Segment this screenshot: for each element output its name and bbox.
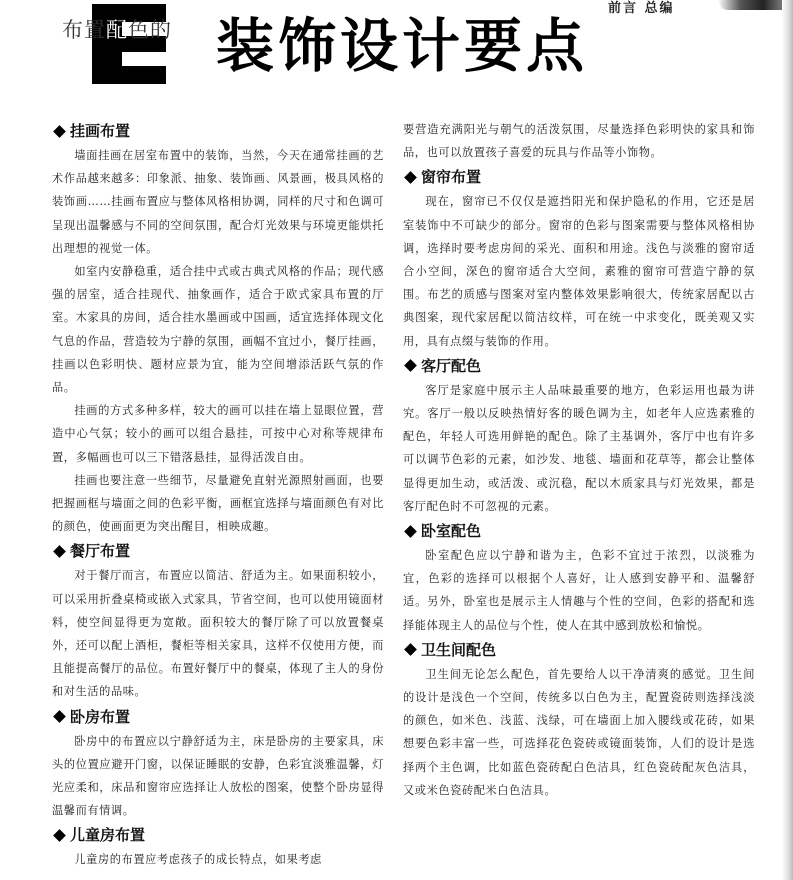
section-heading-living-room-color: 客厅配色 <box>403 353 755 379</box>
section-heading-dining-room: 餐厅布置 <box>52 538 384 564</box>
body-paragraph: 卧房中的布置应以宁静舒适为主，床是卧房的主要家具，床头的位置应避开门窗，以保证睡眠的安静，色彩宜淡雅温馨，灯光应柔和，床品和窗帘应选择让人放松的图案，使整个卧房显得温馨而有情调。 <box>52 734 384 818</box>
kicker-text-tail: 色的 <box>128 18 172 42</box>
body-paragraph: 客厅是家庭中展示主人品味最重要的地方，色彩运用也最为讲究。客厅一般以反映热情好客的暖色调为主，如老年人应选素雅的配色，年轻人可选用鲜艳的配色。除了主基调外，客厅中也有许多可以调节色彩的元素，如沙发、地毯、墙面和花草等，都会让整体显得更加生动，或活泼、或沉稳，配以木质家具与灯光效果，都是客厅配色时不可忽视的元素。 <box>403 383 755 513</box>
running-header-text: 前言 总编 <box>608 1 675 16</box>
kicker-text: 布置 <box>62 18 106 42</box>
diamond-bullet-icon <box>404 525 417 538</box>
body-paragraph: 墙面挂画在居室布置中的装饰，当然，今天在通常挂画的艺术作品越来越多：印象派、抽象、装饰画、风景画，极具风格的装饰画……挂画布置应与整体风格相协调，同样的尺寸和色调可呈现出温馨感与不同的空间氛围，配合灯光效果与环境更能烘托出理想的视觉一体。 <box>52 149 384 255</box>
body-paragraph: 对于餐厅而言，布置应以简洁、舒适为主。如果面积较小，可以采用折叠桌椅或嵌入式家具，节省空间，也可以使用镜面材料，使空间显得更为宽敞。面积较大的餐厅除了可以放置餐桌外，还可以配上酒柜，餐柜等相关家具，这样不仅使用方便，而且能提高餐厅的品位。布置好餐厅中的餐桌，体现了主人的身份和对生活的品味。 <box>52 569 384 699</box>
body-paragraph: 如室内安静稳重，适合挂中式或古典式风格的作品；现代感强的居室，适合挂现代、抽象画作，适合于欧式家具布置的厅室。木家具的房间，适合挂水墨画或中国画，适宜选择体现文化气息的作品，营造较为宁静的氛围，画幅不宜过小，餐厅挂画，挂画以色彩明快、题材应景为宜，能为空间增添活跃气氛的作品。 <box>52 265 384 395</box>
section-heading-bedroom: 卧房布置 <box>52 704 384 730</box>
diamond-bullet-icon <box>53 125 66 138</box>
article-title: 装饰设计要点 <box>216 12 589 80</box>
kicker-text-dark: 配 <box>106 18 128 42</box>
body-paragraph: 挂画的方式多种多样，较大的画可以挂在墙上显眼位置，营造中心气氛；较小的画可以组合悬挂，可按中心对称等规律布置，多幅画也可以三下错落悬挂，显得活泼自由。 <box>52 404 384 464</box>
diamond-bullet-icon <box>53 829 66 842</box>
section-heading-kids-room: 儿童房布置 <box>52 822 384 848</box>
body-paragraph: 儿童房的布置应考虑孩子的成长特点，如果考虑 <box>74 853 322 867</box>
diamond-bullet-icon <box>53 545 66 558</box>
body-paragraph: 卫生间无论怎么配色，首先要给人以干净清爽的感觉。卫生间的设计是浅色一个空间，传统多以白色为主，配置瓷砖则选择浅淡的颜色，如米色、浅蓝、浅绿，可在墙面上加入腰线或花砖，如果想要色彩丰富一些，可选择花色瓷砖或镜面装饰，人们的设计是选择两个主色调，比如蓝色瓷砖配白色洁具，红色瓷砖配灰色洁具，又或米色瓷砖配米白色洁具。 <box>403 667 755 797</box>
body-paragraph: 挂画也要注意一些细节，尽量避免直射光源照射画面，也要把握画框与墙面之间的色彩平衡，画框宜选择与墙面颜色有对比的颜色，使画面更为突出醒目，相映成趣。 <box>52 473 384 534</box>
body-paragraph-continued: 要营造充满阳光与朝气的活泼氛围，尽量选择色彩明快的家具和饰品，也可以放置孩子喜爱的玩具与作品等小饰物。 <box>403 123 755 160</box>
diamond-bullet-icon <box>404 359 417 372</box>
article-kicker <box>62 14 172 44</box>
section-heading-hanging-pictures: 挂画布置 <box>52 118 384 144</box>
left-column <box>52 118 384 872</box>
diamond-bullet-icon <box>404 643 417 656</box>
right-column <box>403 118 755 802</box>
section-heading-bedroom-color: 卧室配色 <box>403 518 755 544</box>
section-heading-bathroom-color: 卫生间配色 <box>403 637 755 663</box>
running-header <box>600 0 793 14</box>
scan-shadow-edge <box>782 0 793 880</box>
section-heading-curtains: 窗帘布置 <box>403 164 755 190</box>
body-paragraph: 现在，窗帘已不仅仅是遮挡阳光和保护隐私的作用，它还是居室装饰中不可缺少的部分。窗帘的色彩与图案需要与整体风格相协调，选择时要考虑房间的采光、面积和用途。浅色与淡雅的窗帘适合小空间，深色的窗帘适合大空间，素雅的窗帘可营造宁静的氛围。布艺的质感与图案对室内整体效果影响很大，传统家居配以古典图案，现代家居配以简洁纹样，可在统一中求变化，既美观又实用，具有点缀与装饰的作用。 <box>403 195 755 348</box>
diamond-bullet-icon <box>404 171 417 184</box>
body-paragraph: 卧室配色应以宁静和谐为主，色彩不宜过于浓烈，以淡雅为宜，色彩的选择可以根据个人喜好，让人感到安静平和、温馨舒适。另外，卧室也是展示主人情趣与个性的空间，色彩的搭配和选择能体现主人的品位与个性，使人在其中感到放松和愉悦。 <box>403 549 755 632</box>
diamond-bullet-icon <box>53 710 66 723</box>
